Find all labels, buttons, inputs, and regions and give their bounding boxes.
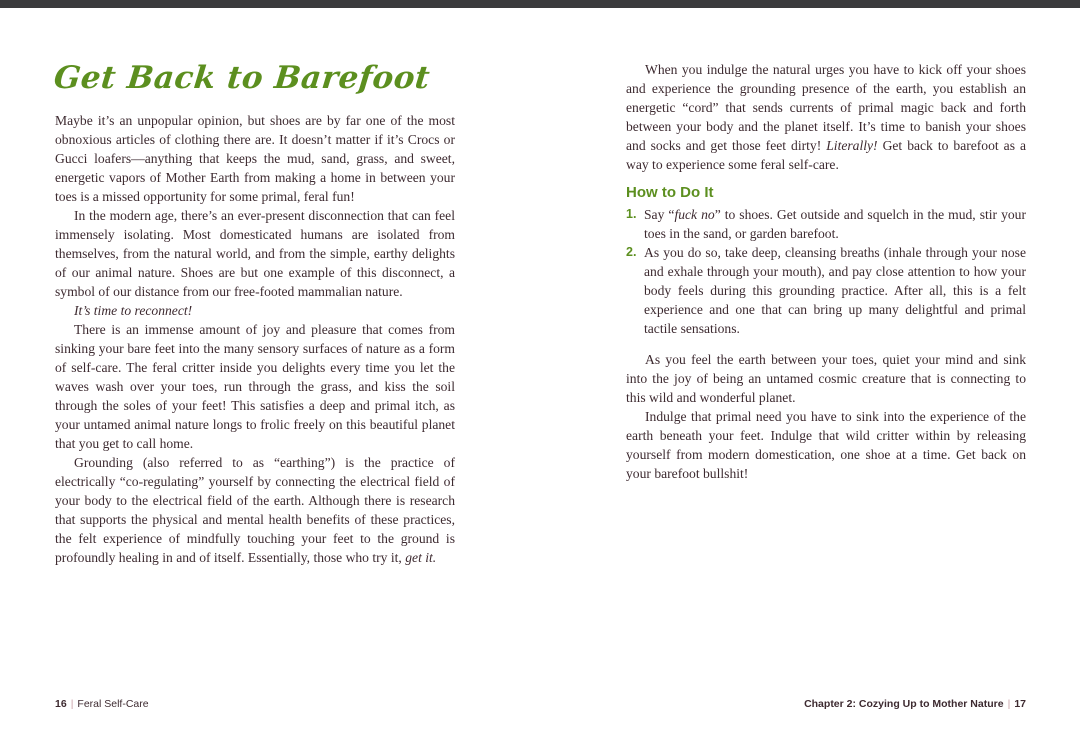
right-body (626, 60, 1026, 483)
footer-divider: | (70, 698, 74, 710)
section-heading: How to Do It (626, 184, 714, 201)
paragraph: As you feel the earth between your toes, quiet your mind and sink into the joy of being an untamed cosmic creature that is connecting to this wild and wonderful planet. (626, 352, 1026, 405)
footer-divider: | (1007, 698, 1011, 710)
running-head: Chapter 2: Cozying Up to Mother Nature (804, 698, 1004, 710)
step-emphasis: fuck no (674, 207, 715, 222)
step-text: ” to shoes. Get outside and squelch in the mud, stir your toes in the sand, or garden barefoot. (644, 207, 1027, 241)
list-item (626, 205, 1026, 243)
left-footer (55, 698, 149, 710)
paragraph (55, 453, 455, 567)
paragraph-text: Grounding (also referred to as “earthing”) is the practice of electrically “co-regulating” yourself by connecting the electrical field of your body to the electrical field of the earth. Although there is research that supports the physical and mental health benefits of these practices, the felt experience of mindfully touching your feet to the ground is profoundly healing in and of itself. Essentially, those who try it, (55, 455, 455, 565)
running-head: Feral Self-Care (77, 698, 149, 710)
paragraph: It’s time to reconnect! (74, 303, 193, 318)
step-text: Say “ (644, 207, 675, 222)
right-footer (804, 698, 1026, 710)
paragraph-text: When you indulge the natural urges you have to kick off your shoes and experience the grounding presence of the earth, you establish an energetic “cord” that sends currents of primal magic back and forth between your body and the planet itself. It’s time to banish your shoes and socks and get those feet dirty! (626, 62, 1026, 153)
step-number: 1. (626, 207, 637, 221)
paragraph: In the modern age, there’s an ever-present disconnection that can feel immensely isolating. Most domesticated humans are isolated from themselves, from the natural world, and from the simple, earthy delights of our animal nature. Shoes are but one example of this disconnect, a symbol of our distance from our free-footed mammalian nature. (55, 208, 455, 299)
paragraph: Maybe it’s an unpopular opinion, but shoes are by far one of the most obnoxious articles of clothing there are. It doesn’t matter if it’s Crocs or Gucci loafers—anything that keeps the mud, sand, grass, and sweet, energetic vapors of Mother Earth from making a home in between your toes is a missed opportunity for some primal, feral fun! (55, 113, 455, 204)
paragraph-text: Get back to barefoot as a way to experience some feral self-care. (626, 138, 1027, 172)
paragraph: There is an immense amount of joy and pleasure that comes from sinking your bare feet into the many sensory surfaces of nature as a form of self-care. The feral critter inside you delights every time you let the waves wash over your toes, run through the grass, and kiss the soil through the soles of your feet! This satisfies a deep and primal itch, as your untamed animal nature longs to frolic freely on this beautiful planet that you get to call home. (55, 322, 455, 451)
page-number: 16 (55, 698, 67, 710)
paragraph: Indulge that primal need you have to sink into the experience of the earth beneath your feet. Indulge that wild critter within by releasing yourself from modern domestication, one shoe at a time. Get back on your barefoot bullshit! (626, 409, 1026, 481)
step-text: As you do so, take deep, cleansing breaths (inhale through your nose and exhale through your mouth), and pay close attention to how your body feels during this grounding practice. After all, this is a felt experience and one that can bring up many delightful and primal tactile sensations. (644, 245, 1026, 336)
paragraph-emphasis: Literally! (826, 138, 878, 153)
paragraph-emphasis: get it. (405, 550, 437, 565)
right-page (540, 0, 1080, 729)
paragraph (626, 60, 1026, 174)
steps-list (626, 205, 1026, 338)
left-body (55, 111, 455, 567)
page-number: 17 (1014, 698, 1026, 710)
page-title: Get Back to Barefoot (52, 60, 432, 96)
step-number: 2. (626, 245, 637, 259)
list-item (626, 243, 1026, 338)
